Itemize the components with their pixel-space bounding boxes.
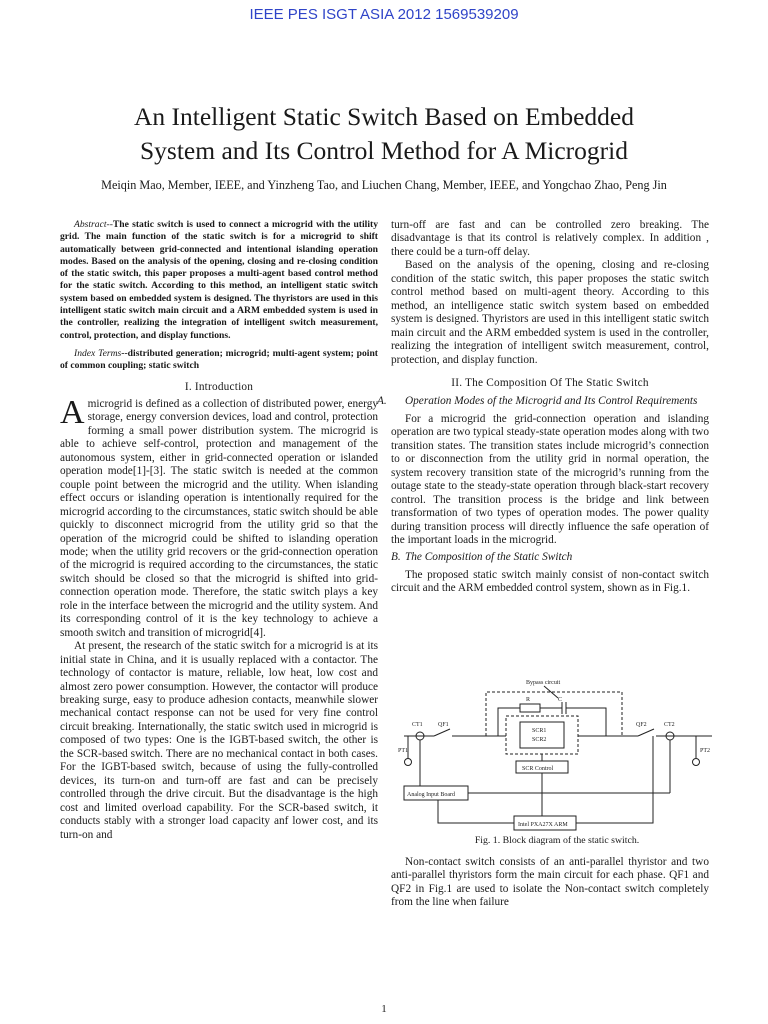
label-c: C xyxy=(558,697,563,703)
label-bypass: Bypass circuit xyxy=(526,680,561,686)
bypass-switch xyxy=(544,686,558,698)
label-qf2: QF2 xyxy=(636,722,647,728)
figure-1 xyxy=(398,666,716,838)
label-pt2: PT2 xyxy=(700,748,711,754)
rc-wire-left xyxy=(498,708,520,736)
label-ct2: CT2 xyxy=(664,722,675,728)
rc-wire-right xyxy=(566,708,606,736)
abstract-label: Abstract-- xyxy=(74,219,113,230)
after-figure-paragraph: Non-contact switch consists of an anti-parallel thyristor and two anti-parallel thyristors form the main circuit for each phase. QF1 and QF2 in Fig.1 are used to isolate the Non-contact switch completely from the line when failure xyxy=(391,856,709,909)
right-column xyxy=(377,219,709,596)
page-number: 1 xyxy=(381,1003,387,1015)
scr-inner xyxy=(520,722,564,748)
label-ct1: CT1 xyxy=(412,722,423,728)
subsection-a-number: A. xyxy=(377,395,387,408)
intro-paragraph-2: At present, the research of the static switch for a microgrid is at its initial state in China, and it is usually replaced with a contactor. The technology of contactor is mature, reliable, low heat, low cost and almost zero power consumption. However, the contactor will produce breaking surge, easy to produce adhesion contacts, meanwhile slower mechanical contact response can not be used for very fine control circuit breaking. Internationally, the static switch used in microgrid is composed of two types: One is the IGBT-based switch, the other is the SCR-based switch. There are no mechanical contact in both cases. For the IGBT-based switch, because of using the fully-controlled devices, its turn-on and turn-off are fast and can be precisely controlled through the drive circuit. But the disadvantage is the high cost and limited overload capability. For the SCR-based switch, it conducts stably with a stronger load capacity anf lower cost, and its turn-on and xyxy=(60,640,378,841)
figure-1-caption: Fig. 1. Block diagram of the static switch. xyxy=(474,835,640,846)
subsection-a-heading xyxy=(377,395,709,408)
right-paragraph-0: turn-off are fast and can be controlled zero breaking. The disadvantage is that its control is relatively complex. In addition , there could be a turn-off delay. xyxy=(391,219,709,258)
analog-to-arm xyxy=(438,800,514,823)
index-terms xyxy=(60,348,378,373)
subsection-a-paragraph: For a microgrid the grid-connection operation and islanding operation are two typical steady-state operation modes along with two transition states. The transition states include microgrid’s connection to or disconnection from the utility grid in normal operation, the system recovery transition state of the microgrid’s running from the outage state to the steady-state operation through black-start recovery control. The transition process is the bridge and link between transformation of two types of operation modes. The power quality during transition process will directly influence the safe operation of the important loads in the microgrid. xyxy=(391,412,709,546)
subsection-b-heading xyxy=(391,551,709,564)
subsection-b-paragraph: The proposed static switch mainly consist of non-contact switch circuit and the ARM embedded control system, shown as in Fig.1. xyxy=(391,568,709,595)
index-terms-text: --distributed generation; microgrid; multi-agent system; point of common coupling; static switch xyxy=(60,347,379,372)
intro-paragraph-1 xyxy=(60,394,378,640)
section-heading-composition: II. The Composition Of The Static Switch xyxy=(451,376,649,389)
block-diagram xyxy=(398,666,716,838)
drop-cap: A xyxy=(60,394,85,432)
right-column-lower xyxy=(391,856,709,910)
title-line-1: An Intelligent Static Switch Based on Embedded xyxy=(134,102,634,131)
label-analog: Analog Input Board xyxy=(407,792,455,798)
pt1-symbol xyxy=(405,759,412,766)
right-paragraph-1: Based on the analysis of the opening, closing and re-closing condition of the static switch, this paper proposes the static switch control method based on multi-agent theory. According to this method, an intelligence static switch system based on embedded system is designed. Thyristors are used in this intelligent static switch main circuit and the ARM embedded system is used in the controller, realizing the integration of intelligent switch measurement, control, protection, and display function. xyxy=(391,259,709,366)
qf1-switch xyxy=(434,729,450,736)
left-column xyxy=(60,219,378,842)
label-qf1: QF1 xyxy=(438,722,449,728)
conference-header: IEEE PES ISGT ASIA 2012 1569539209 xyxy=(249,6,519,23)
resistor xyxy=(520,704,540,712)
title-line-2: System and Its Control Method for A Microgrid xyxy=(139,136,628,165)
subsection-a-title: Operation Modes of the Microgrid and Its Control Requirements xyxy=(405,395,698,408)
label-pt1: PT1 xyxy=(398,748,409,754)
paper-title xyxy=(40,100,728,168)
label-r: R xyxy=(526,697,531,703)
subsection-b-title: The Composition of the Static Switch xyxy=(405,551,573,564)
label-scr2: SCR2 xyxy=(532,737,547,743)
abstract-text: The static switch is used to connect a microgrid with the utility grid. The main function of the static switch is for a microgrid to shift automatically between grid-connected and intentional islanding operation modes. Based on the analysis of the opening, closing and re-closing condition of the static switch, this paper proposes a multi-agent based control method for the static switch. According to this method, an intelligent static switch system based on embedded system is designed. The thyristors are used in this intelligent static switch main circuit and a ARM embedded system is used in the controller, realizing the integration of intelligent switch measurement, control, protection, and display functions. xyxy=(60,219,378,341)
subsection-b-number: B. xyxy=(391,551,401,564)
authors: Meiqin Mao, Member, IEEE, and Yinzheng Tao, and Liuchen Chang, Member, IEEE, and Yongchao Zhao, Peng Jin xyxy=(101,178,667,192)
qf2-switch xyxy=(638,729,654,736)
index-terms-label: Index Terms xyxy=(74,347,122,359)
intro-paragraph-1-text: microgrid is defined as a collection of distributed power, energy storage, energy conversion devices, load and control, protection forming a small power distribution system. The microgrid is able to achieve self-control, protection and management of the autonomous system, either in grid-connected operation or islanded operation mode[1]-[3]. The static switch is needed at the common couple point between the microgrid and the utility. When islanding effect occurs or islanding operation is intentionally required for the microgrid according to the circumstances, static switch should be able quickly to disconnect microgrid from the utility grid so that the operation of the microgrid could be shifted to islanding operation mode; when the utility grid recovers or the grid-connection operation of the microgrid is required according to the circumstances, the static switch should be closed so that the microgrid is shifted into grid-connection operation mode. Therefore, the static switch plays a key role in the interface between the microgrid and the utility system. And its corresponding control of it is the key technology to achieve a smooth switch and transition of microgrid[4]. xyxy=(60,398,378,639)
section-heading-introduction: I. Introduction xyxy=(184,380,254,393)
pt2-symbol xyxy=(693,759,700,766)
label-scr-control: SCR Control xyxy=(522,766,554,772)
arm-to-qf2 xyxy=(576,736,653,823)
label-arm: Intel PXA27X ARM xyxy=(518,822,568,828)
label-scr1: SCR1 xyxy=(532,728,547,734)
abstract xyxy=(60,219,378,342)
